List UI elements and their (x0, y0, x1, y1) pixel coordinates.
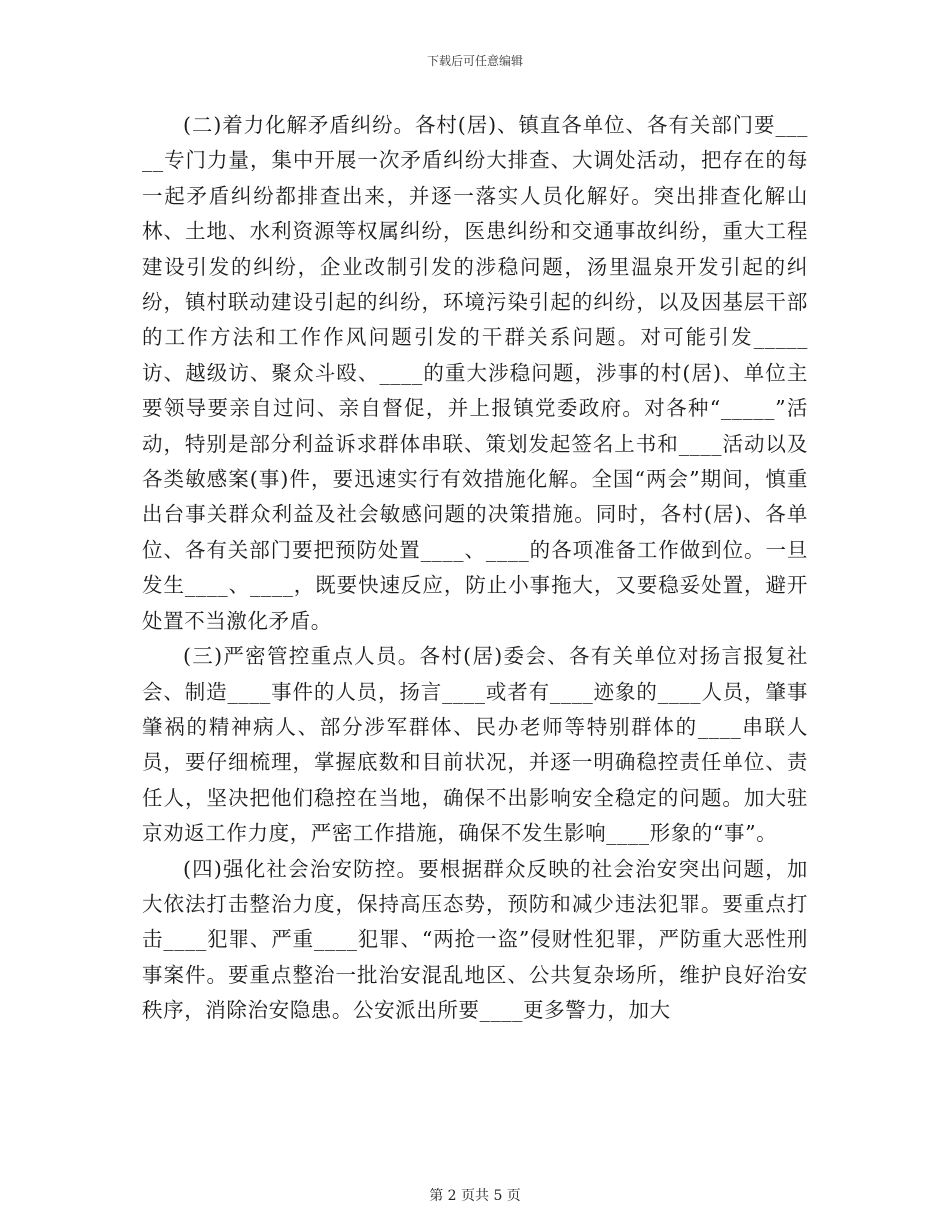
paragraph-public-security: (四)强化社会治安防控。要根据群众反映的社会治安突出问题，加大依法打击整治力度，保持高压态势，预防和减少违法犯罪。要重点打击____犯罪、严重____犯罪、“两抢一盗”侵财性犯罪，严防重大恶性刑事案件。要重点整治一批治安混乱地区、公共复杂场所，维护良好治安秩序，消除治安隐患。公安派出所要____更多警力，加大 (142, 856, 808, 1023)
page-number: 第 2 页共 5 页 (429, 1188, 521, 1204)
page-header-note: 下载后可任意编辑 (426, 54, 523, 68)
paragraph-control-key-persons: (三)严密管控重点人员。各村(居)委会、各有关单位对扬言报复社会、制造____事件的人员，扬言____或者有____迹象的____人员，肇事肇祸的精神病人、部分涉军群体、民办老师等特别群体的____串联人员，要仔细梳理，掌握底数和目前状况，并逐一明确稳控责任单位、责任人，坚决把他们稳控在当地，确保不出影响安全稳定的问题。加大驻京劝返工作力度，严密工作措施，确保不发生影响____形象的“事”。 (142, 644, 808, 846)
document-body (142, 108, 808, 1029)
paragraph-resolve-disputes: (二)着力化解矛盾纠纷。各村(居)、镇直各单位、各有关部门要_____专门力量，集中开展一次矛盾纠纷大排查、大调处活动，把存在的每一起矛盾纠纷都排查出来，并逐一落实人员化解好。突出排查化解山林、土地、水利资源等权属纠纷，医患纠纷和交通事故纠纷，重大工程建设引发的纠纷，企业改制引发的涉稳问题，汤里温泉开发引起的纠纷，镇村联动建设引起的纠纷，环境污染引起的纠纷，以及因基层干部的工作方法和工作作风问题引发的干群关系问题。对可能引发_____访、越级访、聚众斗殴、____的重大涉稳问题，涉事的村(居)、单位主要领导要亲自过问、亲自督促，并上报镇党委政府。对各种“_____”活动，特别是部分利益诉求群体串联、策划发起签名上书和____活动以及各类敏感案(事)件，要迅速实行有效措施化解。全国“两会”期间，慎重出台事关群众利益及社会敏感问题的决策措施。同时，各村(居)、各单位、各有关部门要把预防处置____、____的各项准备工作做到位。一旦发生____、____，既要快速反应，防止小事拖大，又要稳妥处置，避开处置不当激化矛盾。 (142, 113, 808, 633)
